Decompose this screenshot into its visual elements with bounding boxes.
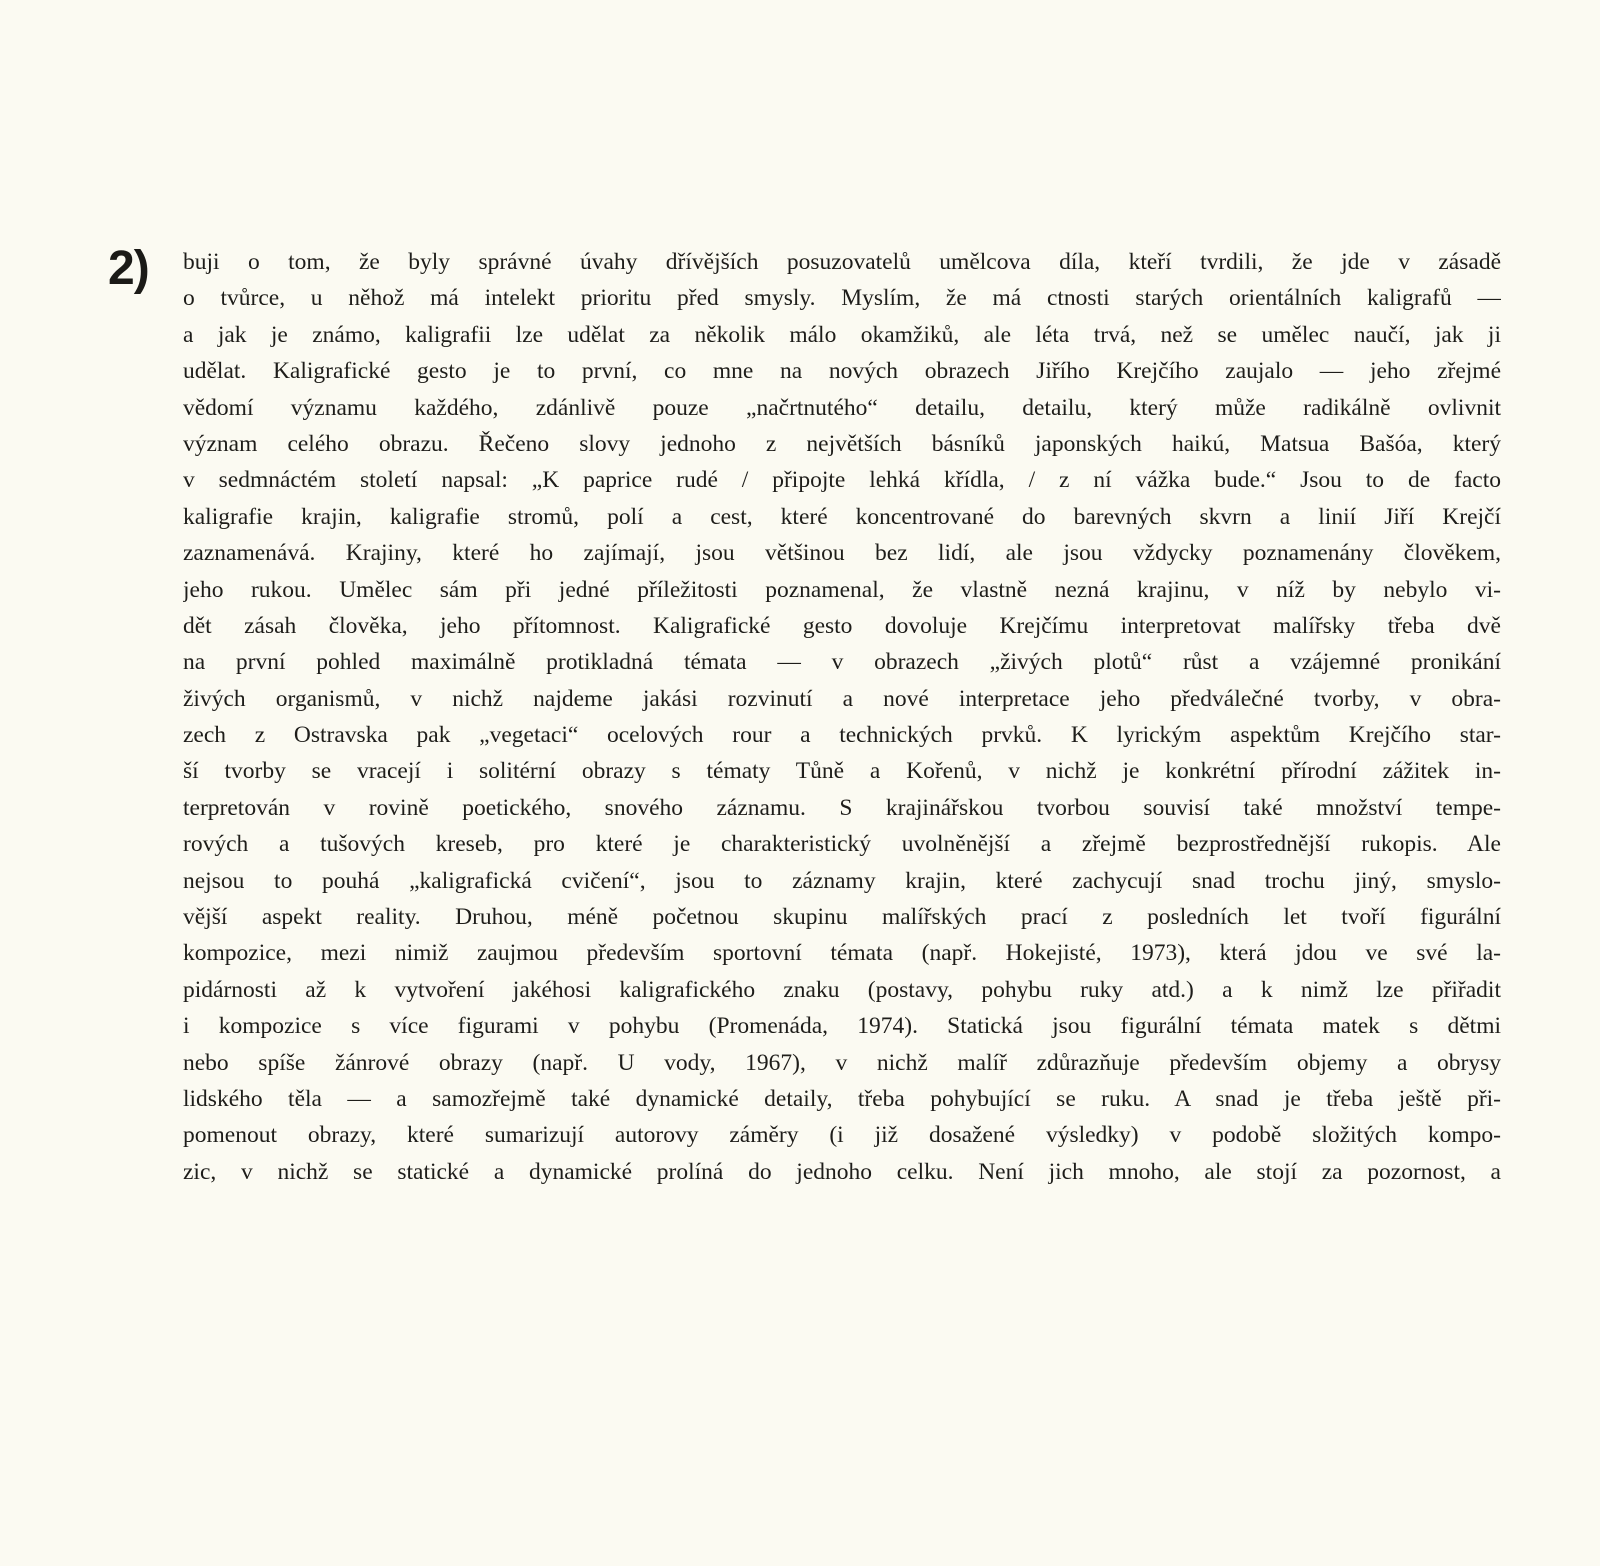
text-line: buji o tom, že byly správné úvahy dřívějších posuzovatelů umělcova díla, kteří tvrdili, že jde v zásadě <box>183 249 1501 275</box>
text-line: pomenout obrazy, které sumarizují autorovy záměry (i již dosažené výsledky) v podobě složitých kompo- <box>183 1122 1501 1149</box>
text-line: kompozice, mezi nimiž zaujmou především sportovní témata (např. Hokejisté, 1973), která jdou ve své la- <box>183 940 1501 967</box>
text-line: kaligrafie krajin, kaligrafie stromů, polí a cest, které koncentrované do barevných skvrn a linií Jiří Krejčí <box>183 503 1501 530</box>
text-line: vědomí významu každého, zdánlivě pouze „načrtnutého“ detailu, detailu, který může radikálně ovlivnit <box>183 394 1501 421</box>
section-marker: 2) <box>108 242 149 295</box>
text-line: lidského těla — a samozřejmě také dynamické detaily, třeba pohybující se ruku. A snad je třeba ještě při- <box>183 1085 1501 1112</box>
text-line: nejsou to pouhá „kaligrafická cvičení“, jsou to záznamy krajin, které zachycují snad trochu jiný, smyslo- <box>183 867 1501 894</box>
text-line: nebo spíše žánrové obrazy (např. U vody, 1967), v nichž malíř zdůrazňuje především objemy a obrysy <box>183 1049 1501 1076</box>
text-line: význam celého obrazu. Řečeno slovy jednoho z největších básníků japonských haikú, Matsua Bašóa, který <box>183 430 1501 457</box>
text-line: zech z Ostravska pak „vegetaci“ ocelových rour a technických prvků. K lyrickým aspektům Krejčího star- <box>183 722 1501 749</box>
text-line: a jak je známo, kaligrafii lze udělat za několik málo okamžiků, ale léta trvá, než se umělec naučí, jak ji <box>183 321 1501 348</box>
text-line: ší tvorby se vracejí i solitérní obrazy s tématy Tůně a Kořenů, v nichž je konkrétní přírodní zážitek in- <box>183 758 1501 785</box>
text-line: udělat. Kaligrafické gesto je to první, co mne na nových obrazech Jiřího Krejčího zaujalo — jeho zřejmé <box>183 358 1501 385</box>
text-line: terpretován v rovině poetického, snového záznamu. S krajinářskou tvorbou souvisí také množství tempe- <box>183 794 1501 821</box>
body-text <box>183 244 1501 1190</box>
text-line: v sedmnáctém století napsal: „K paprice rudé / připojte lehká křídla, / z ní vážka bude.“ Jsou to de facto <box>183 467 1501 494</box>
text-line: jeho rukou. Umělec sám při jedné příležitosti poznamenal, že vlastně nezná krajinu, v níž by nebylo vi- <box>183 576 1501 603</box>
text-line: zaznamenává. Krajiny, které ho zajímají, jsou většinou bez lidí, ale jsou vždycky poznamenány člověkem, <box>183 540 1501 567</box>
text-line: na první pohled maximálně protikladná témata — v obrazech „živých plotů“ růst a vzájemné pronikání <box>183 649 1501 676</box>
text-line: zic, v nichž se statické a dynamické prolíná do jednoho celku. Není jich mnoho, ale stojí za pozornost, a <box>183 1158 1501 1185</box>
text-line: dět zásah člověka, jeho přítomnost. Kaligrafické gesto dovoluje Krejčímu interpretovat malířsky třeba dvě <box>183 612 1501 639</box>
text-line: rových a tušových kreseb, pro které je charakteristický uvolněnější a zřejmě bezprostřednější rukopis. Ale <box>183 831 1501 858</box>
text-line: o tvůrce, u něhož má intelekt prioritu před smysly. Myslím, že má ctnosti starých orientálních kaligrafů — <box>183 285 1501 312</box>
text-line: živých organismů, v nichž najdeme jakási rozvinutí a nové interpretace jeho předválečné tvorby, v obra- <box>183 685 1501 712</box>
text-line: i kompozice s více figurami v pohybu (Promenáda, 1974). Statická jsou figurální témata matek s dětmi <box>183 1013 1501 1040</box>
text-line: pidárnosti až k vytvoření jakéhosi kaligrafického znaku (postavy, pohybu ruky atd.) a k nimž lze přiřadit <box>183 976 1501 1003</box>
text-line: vější aspekt reality. Druhou, méně početnou skupinu malířských prací z posledních let tvoří figurální <box>183 904 1501 931</box>
